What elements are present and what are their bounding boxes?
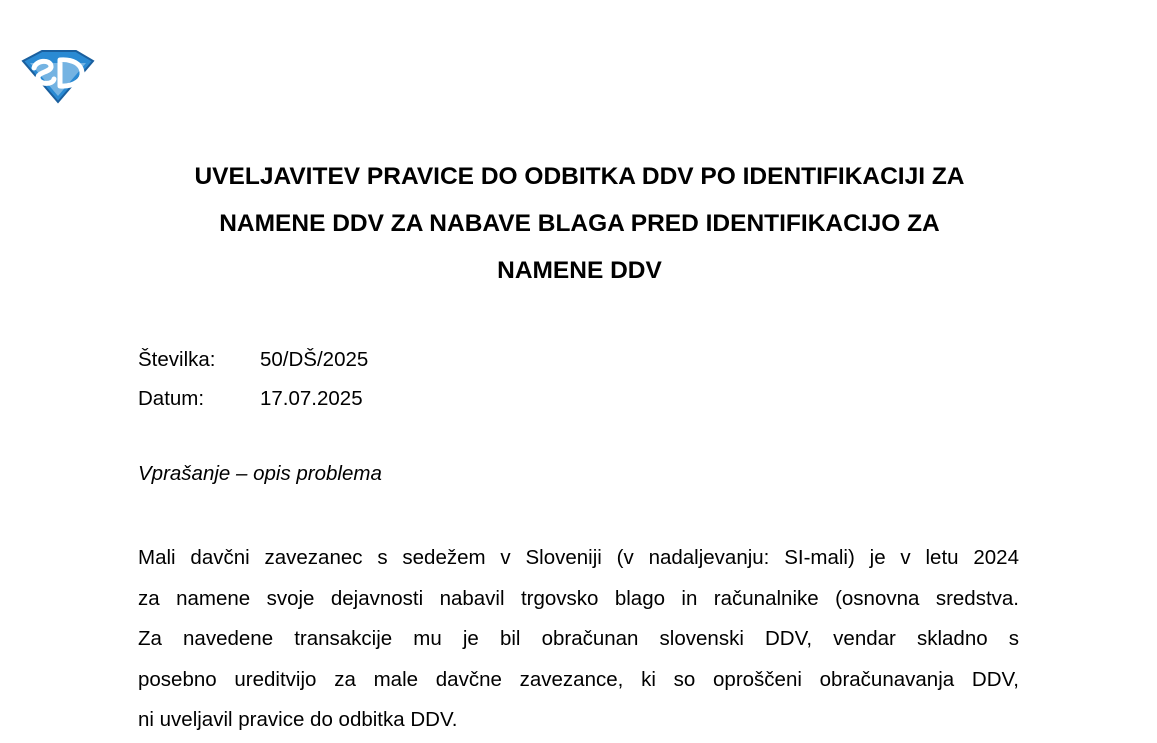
document-meta: [138, 340, 368, 418]
paragraph-line: ni uveljavil pravice do odbitka DDV.: [138, 708, 458, 731]
title-line: NAMENE DDV: [497, 257, 662, 284]
number-value: 50/DŠ/2025: [260, 348, 369, 371]
problem-paragraph: [138, 538, 1019, 741]
number-row: [138, 340, 368, 379]
title-line: UVELJAVITEV PRAVICE DO ODBITKA DDV PO IDENTIFIKACIJI ZA: [194, 163, 965, 190]
company-shield-logo: [20, 47, 96, 105]
paragraph-line: Za navedene transakcije mu je bil obračunan slovenski DDV, vendar skladno s: [138, 627, 1019, 650]
paragraph-line: Mali davčni zavezanec s sedežem v Sloveniji (v nadaljevanju: SI-mali) je v letu 2024: [138, 546, 1019, 569]
paragraph-line: za namene svoje dejavnosti nabavil trgovsko blago in računalnike (osnovna sredstva.: [138, 586, 1019, 610]
date-value: 17.07.2025: [260, 387, 363, 410]
paragraph-line: posebno ureditvijo za male davčne zavezance, ki so oproščeni obračunavanja DDV,: [138, 667, 1019, 691]
number-label: Številka:: [138, 348, 216, 371]
document-title: [120, 153, 1039, 294]
date-label: Datum:: [138, 387, 205, 410]
date-row: [138, 379, 368, 418]
question-heading: Vprašanje – opis problema: [138, 462, 382, 485]
title-line: NAMENE DDV ZA NABAVE BLAGA PRED IDENTIFIKACIJO ZA: [219, 210, 940, 237]
